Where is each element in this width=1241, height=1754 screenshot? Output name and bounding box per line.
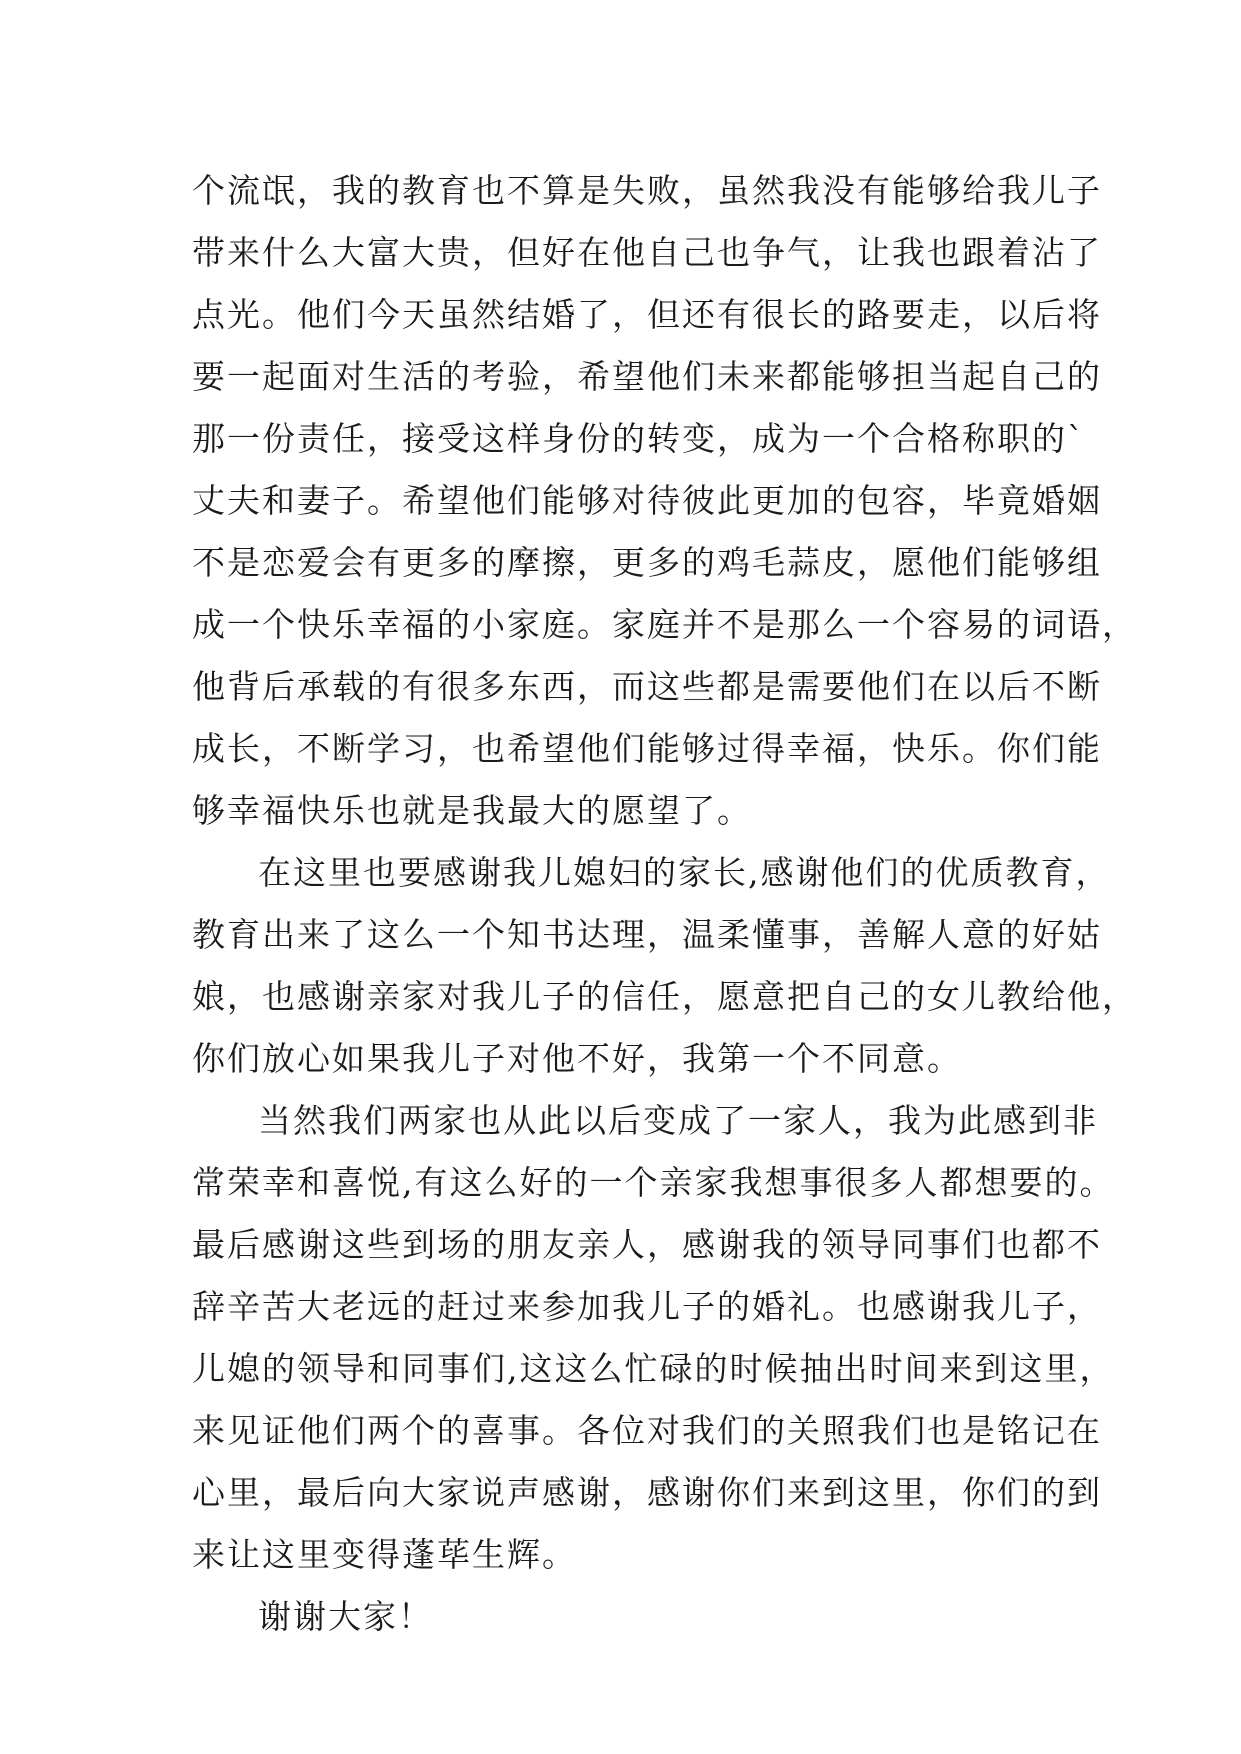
text-line: 常荣幸和喜悦,有这么好的一个亲家我想事很多人都想要的。 <box>192 1163 1115 1202</box>
text-line: 儿媳的领导和同事们,这这么忙碌的时候抽出时间来到这里， <box>192 1349 1115 1388</box>
text-line: 心里，最后向大家说声感谢，感谢你们来到这里，你们的到 <box>192 1473 1102 1512</box>
paragraph-closing <box>192 1586 1062 1648</box>
text-line: 来见证他们两个的喜事。各位对我们的关照我们也是铭记在 <box>192 1411 1102 1450</box>
paragraph-1 <box>192 160 1137 842</box>
text-line: 丈夫和妻子。希望他们能够对待彼此更加的包容，毕竟婚姻 <box>192 481 1102 520</box>
text-line: 成长，不断学习，也希望他们能够过得幸福，快乐。你们能 <box>192 729 1102 768</box>
text-line: 要一起面对生活的考验，希望他们未来都能够担当起自己的 <box>192 357 1102 396</box>
text-line: 娘，也感谢亲家对我儿子的信任，愿意把自己的女儿教给他， <box>192 977 1137 1016</box>
text-line: 够幸福快乐也就是我最大的愿望了。 <box>192 791 752 830</box>
text-line: 来让这里变得蓬荜生辉。 <box>192 1535 577 1574</box>
text-line: 成一个快乐幸福的小家庭。家庭并不是那么一个容易的词语， <box>192 605 1137 644</box>
text-line: 在这里也要感谢我儿媳妇的家长,感谢他们的优质教育， <box>258 853 1111 892</box>
text-line: 最后感谢这些到场的朋友亲人，感谢我的领导同事们也都不 <box>192 1225 1102 1264</box>
text-line: 不是恋爱会有更多的摩擦，更多的鸡毛蒜皮，愿他们能够组 <box>192 543 1102 582</box>
text-line: 那一份责任，接受这样身份的转变，成为一个合格称职的` <box>192 419 1086 458</box>
paragraph-2 <box>192 842 1137 1090</box>
text-line: 点光。他们今天虽然结婚了，但还有很长的路要走，以后将 <box>192 295 1102 334</box>
text-line: 当然我们两家也从此以后变成了一家人，我为此感到非 <box>258 1101 1098 1140</box>
text-line: 谢谢大家！ <box>258 1597 433 1636</box>
document-body <box>192 160 1137 1648</box>
text-line: 个流氓，我的教育也不算是失败，虽然我没有能够给我儿子 <box>192 171 1102 210</box>
text-line: 教育出来了这么一个知书达理，温柔懂事，善解人意的好姑 <box>192 915 1102 954</box>
text-line: 他背后承载的有很多东西，而这些都是需要他们在以后不断 <box>192 667 1102 706</box>
text-line: 带来什么大富大贵，但好在他自己也争气，让我也跟着沾了 <box>192 233 1102 272</box>
text-line: 辞辛苦大老远的赶过来参加我儿子的婚礼。也感谢我儿子， <box>192 1287 1102 1326</box>
paragraph-3 <box>192 1090 1115 1586</box>
text-line: 你们放心如果我儿子对他不好，我第一个不同意。 <box>192 1039 962 1078</box>
